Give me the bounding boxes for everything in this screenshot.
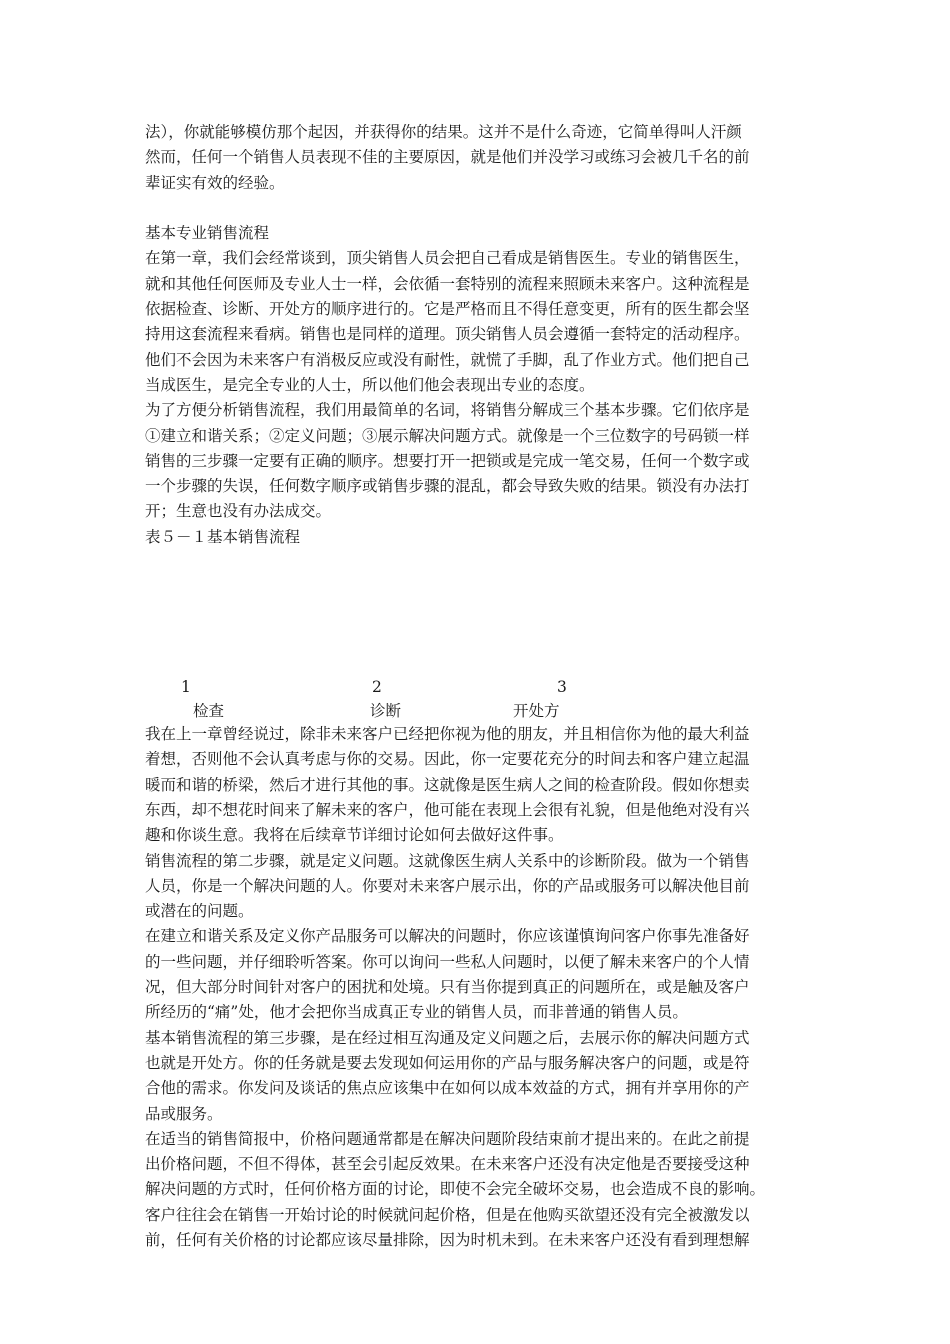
step-number: 2 [372, 678, 382, 697]
step-label: 检查 [193, 702, 225, 721]
document-page [145, 120, 810, 1253]
text-line: 况，但大部分时间针对客户的困扰和处境。只有当你提到真正的问题所在，或是触及客户 [145, 978, 750, 997]
text-line: 当成医生，是完全专业的人士，所以他们他会表现出专业的态度。 [145, 375, 595, 394]
text-line: 一个步骤的失误，任何数字顺序或销售步骤的混乱，都会导致失败的结果。锁没有办法打 [145, 477, 750, 496]
paragraph-block-top [145, 120, 810, 196]
text-line: 品或服务。 [145, 1104, 223, 1123]
text-line: 人员，你是一个解决问题的人。你要对未来客户展示出，你的产品或服务可以解决他目前 [145, 876, 750, 895]
text-line: 销售流程的第二步骤，就是定义问题。这就像医生病人关系中的诊断阶段。做为一个销售 [145, 851, 750, 870]
blank-line [145, 196, 810, 221]
text-line: 他们不会因为未来客户有消极反应或没有耐性，就慌了手脚，乱了作业方式。他们把自己 [145, 350, 750, 369]
text-line: 东西，却不想花时间来了解未来的客户，他可能在表现上会很有礼貌，但是他绝对没有兴 [145, 800, 750, 819]
text-line: 的一些问题，并仔细聆听答案。你可以询问一些私人问题时，以便了解未来客户的个人情 [145, 952, 750, 971]
text-line: 就和其他任何医师及专业人士一样，会依循一套特别的流程来照顾未来客户。这种流程是 [145, 274, 750, 293]
text-line: 辈证实有效的经验。 [145, 173, 285, 192]
text-line: 解决问题的方式时，任何价格方面的讨论，即使不会完全破坏交易，也会造成不良的影响。 [145, 1180, 766, 1199]
table-caption: 表５－１基本销售流程 [145, 527, 301, 546]
paragraph-block-mid [145, 246, 810, 524]
text-line: 在建立和谐关系及定义你产品服务可以解决的问题时，你应该谨慎询问客户你事先准备好 [145, 927, 750, 946]
text-line: 趣和你谈生意。我将在后续章节详细讨论如何去做好这件事。 [145, 826, 564, 845]
text-line: 合他的需求。你发问及谈话的焦点应该集中在如何以成本效益的方式，拥有并享用你的产 [145, 1079, 750, 1098]
text-line: 为了方便分析销售流程，我们用最简单的名词，将销售分解成三个基本步骤。它们依序是 [145, 401, 750, 420]
paragraph-block-bottom [145, 722, 810, 1253]
text-line: 客户往往会在销售一开始讨论的时候就问起价格，但是在他购买欲望还没有完全被激发以 [145, 1205, 750, 1224]
step-number: 1 [181, 678, 191, 697]
text-line: 暖而和谐的桥梁，然后才进行其他的事。这就像是医生病人之间的检查阶段。假如你想卖 [145, 775, 750, 794]
text-line: 着想，否则他不会认真考虑与你的交易。因此，你一定要花充分的时间去和客户建立起温 [145, 750, 750, 769]
text-line: 基本销售流程的第三步骤，是在经过相互沟通及定义问题之后，去展示你的解决问题方式 [145, 1028, 750, 1047]
text-line: 也就是开处方。你的任务就是要去发现如何运用你的产品与服务解决客户的问题，或是符 [145, 1053, 750, 1072]
step-label: 诊断 [370, 702, 402, 721]
text-line: 然而，任何一个销售人员表现不佳的主要原因，就是他们并没学习或练习会被几千名的前 [145, 148, 750, 167]
step-label: 开处方 [513, 702, 560, 721]
text-line: 持用这套流程来看病。销售也是同样的道理。顶尖销售人员会遵循一套特定的活动程序。 [145, 325, 750, 344]
text-line: 在第一章，我们会经常谈到，顶尖销售人员会把自己看成是销售医生。专业的销售医生， [145, 249, 750, 268]
section-title: 基本专业销售流程 [145, 224, 270, 243]
text-line: 出价格问题，不但不得体，甚至会引起反效果。在未来客户还没有决定他是否要接受这种 [145, 1155, 750, 1174]
text-line: 前，任何有关价格的讨论都应该尽量排除，因为时机未到。在未来客户还没有看到理想解 [145, 1230, 750, 1249]
text-line: 所经历的“痛”处，他才会把你当成真正专业的销售人员，而非普通的销售人员。 [145, 1003, 688, 1022]
text-line: 或潜在的问题。 [145, 902, 254, 921]
text-line: ①建立和谐关系；②定义问题；③展示解决问题方式。就像是一个三位数字的号码锁一样 [145, 426, 750, 445]
text-line: 法），你就能够模仿那个起因，并获得你的结果。这并不是什么奇迹，它简单得叫人汗颜 [145, 123, 742, 141]
step-number: 3 [557, 678, 567, 697]
text-line: 销售的三步骤一定要有正确的顺序。想要打开一把锁或是完成一笔交易，任何一个数字或 [145, 451, 750, 470]
text-line: 我在上一章曾经说过，除非未来客户已经把你视为他的朋友，并且相信你为他的最大利益 [145, 725, 750, 744]
sales-steps-diagram [145, 550, 810, 722]
text-line: 开；生意也没有办法成交。 [145, 502, 332, 521]
text-line: 在适当的销售简报中，价格问题通常都是在解决问题阶段结束前才提出来的。在此之前提 [145, 1129, 750, 1148]
text-line: 依据检查、诊断、开处方的顺序进行的。它是严格而且不得任意变更，所有的医生都会坚 [145, 300, 750, 319]
